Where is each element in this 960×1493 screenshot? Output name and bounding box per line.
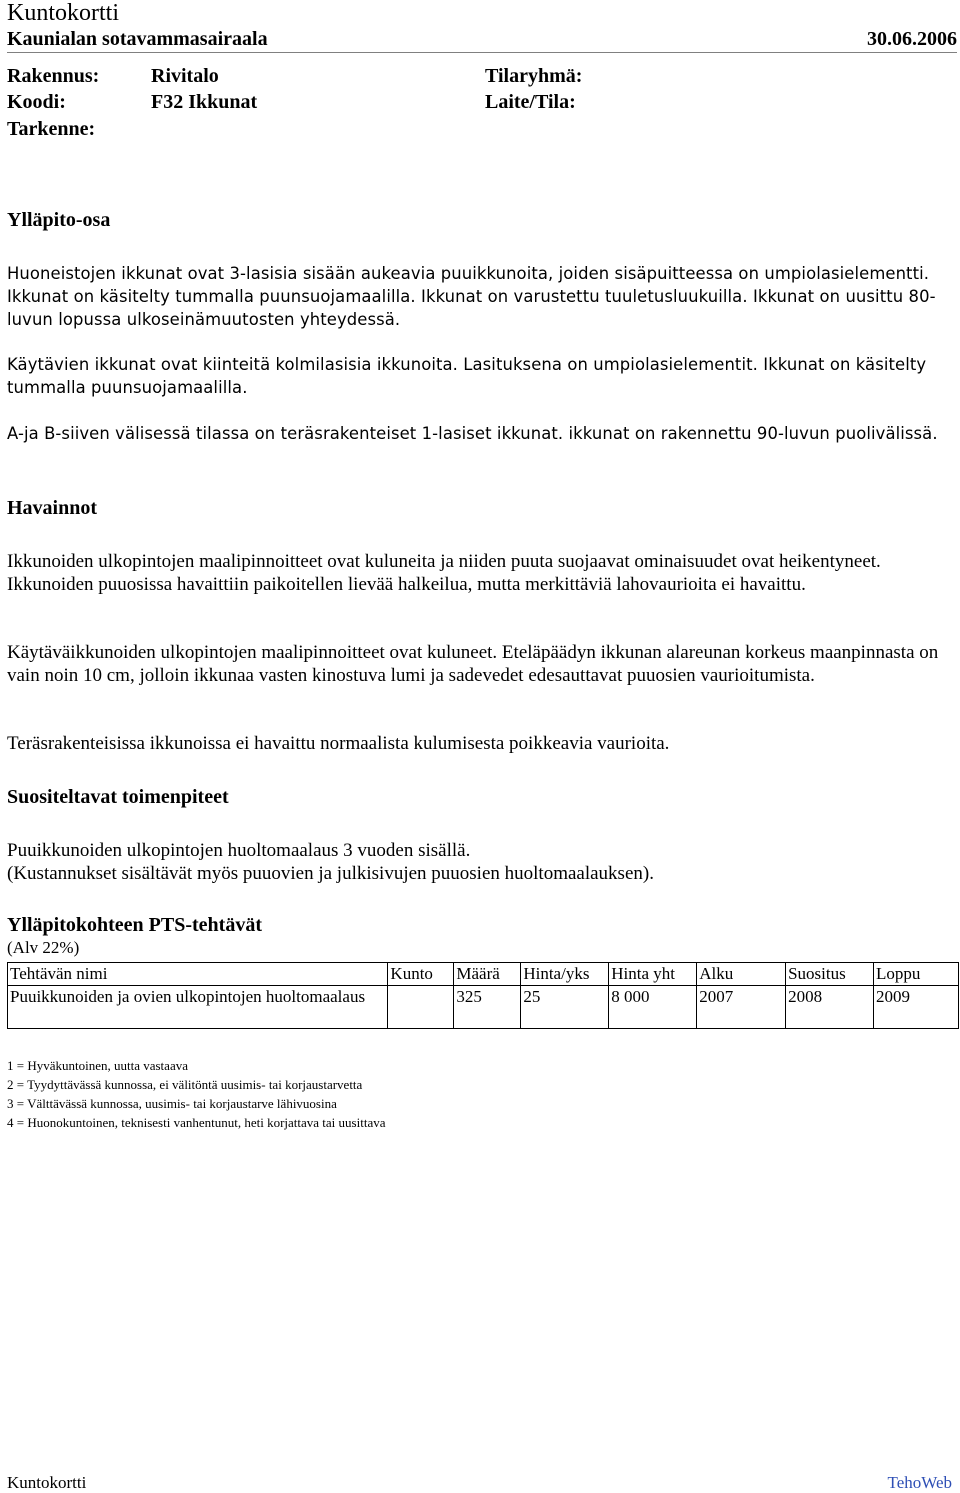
suositellut-heading: Suositeltavat toimenpiteet [7, 786, 229, 808]
tilaryhma-label: Tilaryhmä: [485, 65, 583, 87]
alku-cell: 2007 [697, 986, 786, 1029]
yllapito-heading: Ylläpito-osa [7, 209, 111, 231]
kunto-cell [388, 986, 454, 1029]
legend-item: 1 = Hyväkuntoinen, uutta vastaava [7, 1058, 188, 1073]
column-header: Hinta yht [609, 963, 697, 986]
legend-item: 2 = Tyydyttävässä kunnossa, ei välitöntä uusimis- tai korjaustarvetta [7, 1077, 363, 1092]
laite-label: Laite/Tila: [485, 91, 576, 113]
footer-brand: TehoWeb [887, 1473, 952, 1492]
pts-heading: Ylläpitokohteen PTS-tehtävät [7, 914, 262, 936]
condition-legend [7, 1056, 385, 1132]
rakennus-label: Rakennus: [7, 65, 100, 87]
rakennus-value: Rivitalo [151, 65, 219, 87]
column-header: Loppu [874, 963, 959, 986]
column-header: Alku [697, 963, 786, 986]
task-name-cell: Puuikkunoiden ja ovien ulkopintojen huoltomaalaus [8, 986, 388, 1029]
suositellut-line-2: (Kustannukset sisältävät myös puuovien ja julkisivujen puuosien huoltomaalauksen). [7, 863, 654, 884]
yllapito-paragraph-2: Käytävien ikkunat ovat kiinteitä kolmilasisia ikkunoita. Lasituksena on umpiolasielementit. Ikkunat on käsitelty tummalla puunsuojamaalilla. [7, 355, 927, 397]
havainnot-paragraph-3: Teräsrakenteisissa ikkunoissa ei havaittu normaalista kulumisesta poikkeavia vaurioita. [7, 733, 670, 754]
document-date: 30.06.2006 [867, 28, 957, 50]
alv-note: (Alv 22%) [7, 938, 80, 957]
loppu-cell: 2009 [874, 986, 959, 1029]
column-header: Määrä [454, 963, 521, 986]
column-header: Suositus [786, 963, 874, 986]
column-header: Hinta/yks [521, 963, 609, 986]
koodi-value: F32 Ikkunat [151, 91, 258, 113]
document-title: Kuntokortti [7, 0, 119, 26]
suositus-cell: 2008 [786, 986, 874, 1029]
tarkenne-label: Tarkenne: [7, 118, 96, 140]
maara-cell: 325 [454, 986, 521, 1029]
column-header: Kunto [388, 963, 454, 986]
column-header: Tehtävän nimi [8, 963, 388, 986]
legend-item: 4 = Huonokuntoinen, teknisesti vanhentunut, heti korjattava tai uusittava [7, 1115, 386, 1130]
koodi-label: Koodi: [7, 91, 66, 113]
table-header-row [8, 963, 959, 986]
havainnot-paragraph-2: Käytäväikkunoiden ulkopintojen maalipinnoitteet ovat kuluneet. Eteläpäädyn ikkunan alareunan korkeus maanpinnasta on vain noin 10 cm, jolloin ikkunaa vasten kinostuva lumi ja sadevedet edesauttavat puuosien vaurioitumista. [7, 642, 939, 686]
footer-document-name: Kuntokortti [7, 1473, 87, 1492]
hinta-yht-cell: 8 000 [609, 986, 697, 1029]
organization-row [7, 27, 957, 53]
pts-task-table [7, 962, 959, 1029]
legend-item: 3 = Välttävässä kunnossa, uusimis- tai korjaustarve lähivuosina [7, 1096, 337, 1111]
hinta-yks-cell: 25 [521, 986, 609, 1029]
organization-name: Kaunialan sotavammasairaala [7, 28, 268, 50]
havainnot-heading: Havainnot [7, 497, 98, 519]
yllapito-paragraph-3: A-ja B-siiven välisessä tilassa on teräsrakenteiset 1-lasiset ikkunat. ikkunat on rakennettu 90-luvun puolivälissä. [7, 424, 938, 443]
havainnot-paragraph-1: Ikkunoiden ulkopintojen maalipinnoitteet ovat kuluneita ja niiden puuta suojaavat ominaisuudet ovat heikentyneet. Ikkunoiden puuosissa havaittiin paikoitellen lievää halkeilua, mutta merkittäviä lahovaurioita ei havaittu. [7, 551, 881, 595]
yllapito-paragraph-1: Huoneistojen ikkunat ovat 3-lasisia sisään aukeavia puuikkunoita, joiden sisäpuitteessa on umpiolasielementti. Ikkunat on käsitelty tummalla puunsuojamaalilla. Ikkunat on varustettu tuuletusluukuilla. Ikkunat on uusittu 80-luvun lopussa ulkoseinämuutosten yhteydessä. [7, 264, 936, 329]
table-row [8, 986, 959, 1029]
suositellut-line-1: Puuikkunoiden ulkopintojen huoltomaalaus 3 vuoden sisällä. [7, 840, 471, 861]
